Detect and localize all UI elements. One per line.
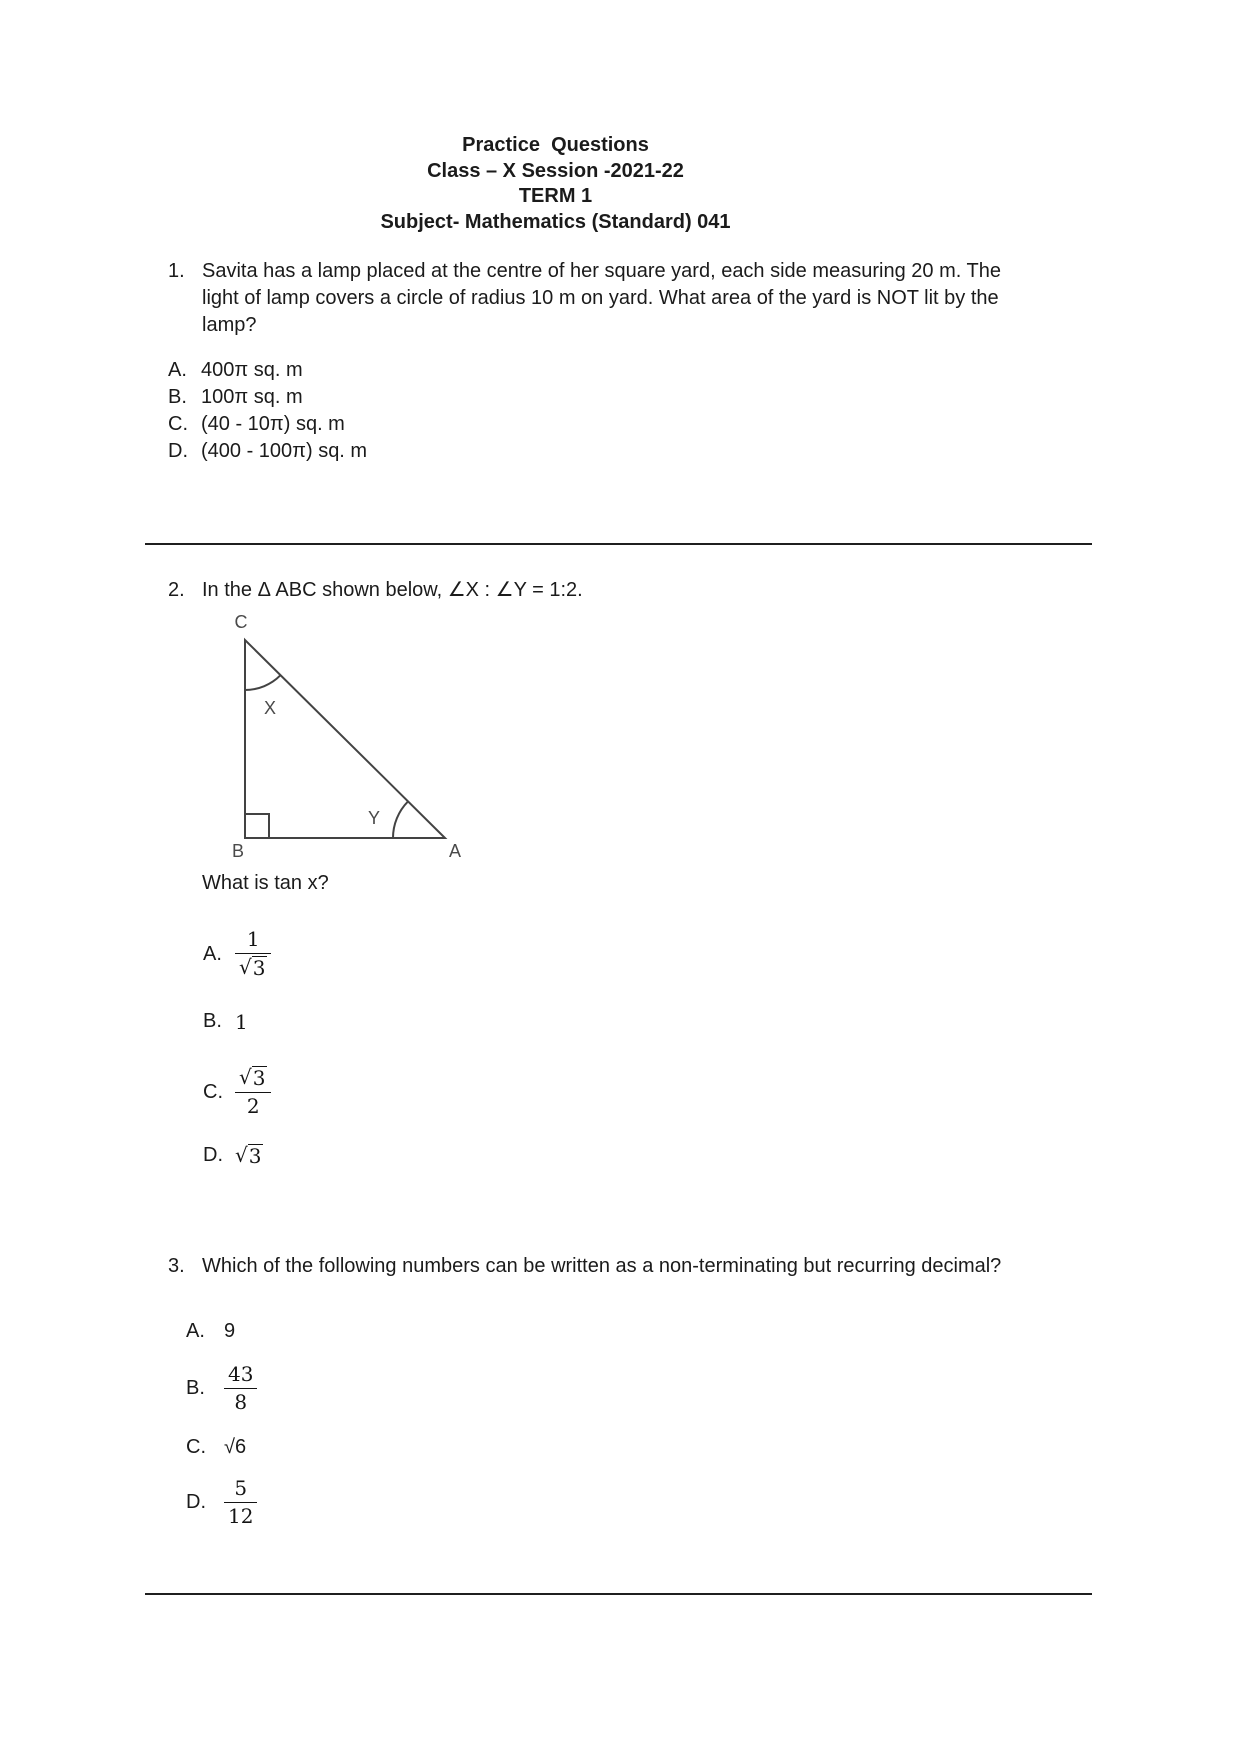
angle-arc-x [245, 675, 281, 690]
fraction-5-over-12 [224, 1476, 257, 1529]
section-divider [145, 543, 1092, 545]
option-label: A. [168, 359, 187, 381]
header-line-3: TERM 1 [518, 185, 593, 207]
option-value: 400π sq. m [201, 359, 303, 381]
q3-option-b [186, 1356, 257, 1420]
q1-option-c [168, 411, 345, 438]
fraction-denominator: 2 [246, 1094, 260, 1118]
q2-option-b [203, 1008, 248, 1035]
fraction-bar [224, 1388, 257, 1389]
question-2-text: In the Δ ABC shown below, ∠X : ∠Y = 1:2. [202, 579, 583, 601]
question-2 [168, 577, 583, 604]
q2-option-a [203, 922, 271, 986]
fraction-numerator: 5 [234, 1475, 248, 1500]
vertex-label-a: A [448, 841, 462, 861]
fraction-43-over-8 [224, 1362, 257, 1415]
fraction-bar [235, 953, 271, 954]
header-line-2: Class – X Session -2021-22 [427, 159, 684, 182]
option-label: C. [203, 1080, 223, 1103]
vertex-label-b: B [231, 841, 245, 861]
fraction-bar [224, 1502, 257, 1503]
document-header [168, 133, 943, 235]
radicand: 3 [248, 1143, 262, 1168]
fraction-numerator [235, 1065, 271, 1091]
fraction-one-over-root3 [235, 927, 271, 981]
radicand: 3 [252, 1066, 266, 1090]
option-value: 9 [224, 1320, 236, 1342]
fraction-root3-over-2 [235, 1065, 271, 1119]
question-1-text: Savita has a lamp placed at the centre of her square yard, each side measuring 20 m. The light of lamp covers a circle of radius 10 m on yard. What area of the yard is NOT lit by the lamp? [202, 260, 1001, 336]
fraction-numerator: 43 [228, 1361, 254, 1386]
option-label: B. [203, 1010, 222, 1032]
right-angle-marker [245, 814, 269, 838]
radical-sign: √ [239, 955, 252, 979]
option-label: B. [168, 386, 187, 408]
root-3-value [235, 1143, 263, 1168]
header-line-1: Practice Questions [462, 134, 649, 156]
q1-option-b [168, 384, 303, 411]
question-2-number: 2. [168, 579, 185, 601]
option-label: D. [168, 440, 188, 462]
option-label: C. [168, 413, 188, 435]
section-divider [145, 1593, 1092, 1595]
fraction-denominator [235, 955, 271, 981]
radical-sign: √ [235, 1142, 248, 1167]
question-1 [168, 258, 1022, 339]
fraction-denominator: 12 [228, 1503, 254, 1528]
option-value: 100π sq. m [201, 386, 303, 408]
option-value: (40 - 10π) sq. m [201, 413, 345, 435]
option-label: C. [186, 1436, 206, 1458]
q2-option-c [203, 1060, 271, 1124]
option-value: (400 - 100π) sq. m [201, 440, 368, 462]
option-value: 1 [235, 1009, 248, 1034]
q3-option-d [186, 1470, 257, 1534]
angle-label-y: Y [367, 808, 381, 828]
fraction-denominator: 8 [234, 1389, 248, 1414]
q3-option-c [186, 1434, 246, 1461]
option-label: A. [203, 942, 222, 965]
question-3-text: Which of the following numbers can be written as a non-terminating but recurring decimal? [202, 1255, 1002, 1277]
question-3-number: 3. [168, 1255, 185, 1277]
triangle-outline [245, 640, 445, 838]
fraction-bar [235, 1092, 271, 1093]
option-label: A. [186, 1320, 205, 1342]
option-label: D. [186, 1490, 206, 1513]
question-2-subquestion: What is tan x? [202, 872, 329, 894]
q3-option-a [186, 1318, 235, 1345]
vertex-label-c: C [234, 612, 248, 632]
q2-option-d [203, 1140, 263, 1170]
q1-option-d [168, 438, 367, 465]
angle-arc-y [393, 801, 408, 838]
option-label: B. [186, 1376, 205, 1399]
header-line-4: Subject- Mathematics (Standard) 041 [380, 210, 731, 233]
q1-option-a [168, 357, 303, 384]
triangle-svg [208, 608, 478, 866]
radicand: 3 [252, 956, 266, 980]
option-value: √6 [224, 1436, 247, 1458]
question-3 [168, 1253, 1001, 1280]
radical-sign: √ [239, 1065, 252, 1089]
option-label: D. [203, 1143, 223, 1166]
fraction-numerator: 1 [246, 927, 260, 951]
question-1-number: 1. [168, 260, 185, 282]
triangle-figure [208, 608, 478, 871]
angle-label-x: X [263, 698, 277, 718]
